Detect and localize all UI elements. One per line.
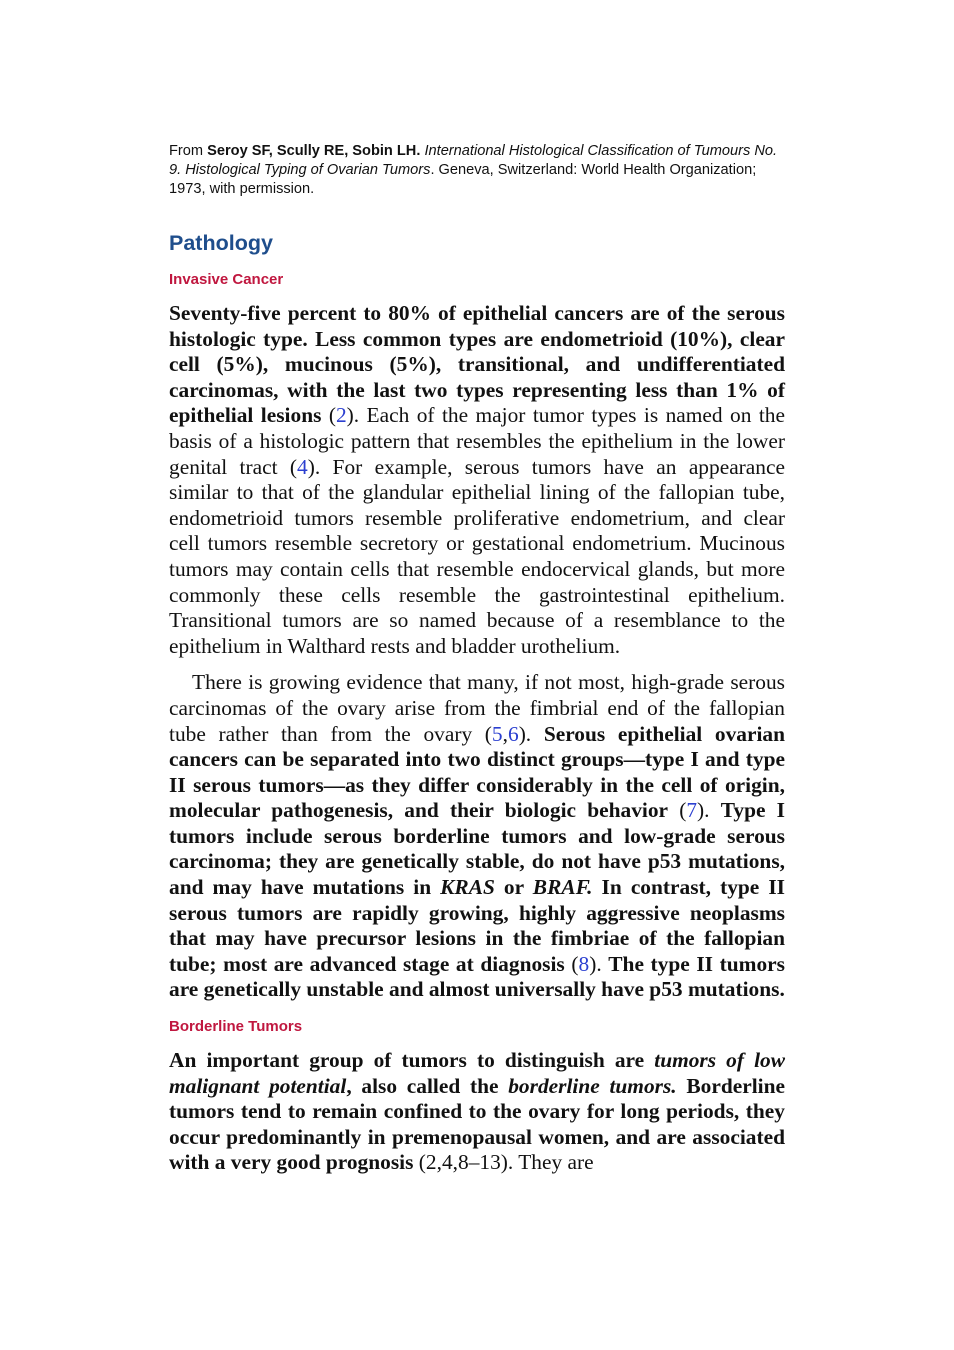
subsection-title-borderline-tumors: Borderline Tumors [169,1018,303,1036]
p3-bold-2: , also called the [346,1073,509,1098]
p3-tail: (2,4,8–13). They are [413,1150,594,1175]
p3-bold-3: Borderline tumors tend to remain confined to the ovary for long periods, they occur predominantly in premenopausal women, and are associated with a very good prognosis [169,1073,785,1175]
p2-bold-or: or [494,875,533,900]
paragraph-serous-types [169,670,785,1003]
p2-comma: , [502,721,508,746]
document-page [169,142,785,1176]
p1-text-c: ). For example, serous tumors have an appearance similar to that of the glandular epithelial lining of the fallopian tube, endometrioid tumors resemble proliferative endometrium, and clear cell tumors resemble secretory or gestational endometrium. Mucinous tumors may contain cells that resemble endocervical glands, but more commonly these cells resemble the gastrointestinal epithelium. Transitional tumors are so named because of a resemblance to the epithelium in Walthard rests and bladder urothelium. [169,454,785,658]
p2-text-d: ). [697,798,721,823]
reference-link-5[interactable]: 5 [491,721,503,746]
credit-from: From [169,143,204,159]
paragraph-borderline-tumors [169,1048,785,1176]
p2-bold-1: Serous epithelial ovarian cancers can be separated into two distinct groups—type I and type II serous tumors—as they differ considerably in the cell of origin, molecular pathogenesis, and their biologic behavior [169,721,785,823]
reference-link-6[interactable]: 6 [507,721,519,746]
p3-term-low-malignant: tumors of low malignant potential [169,1048,785,1098]
p1-bold-text: Seventy-five percent to 80% of epithelial cancers are of the serous histologic type. Less common types are endometrioid (10%), clear cell (5%), mucinous (5%), transitional, and undifferentiated carcinomas, with the last two types representing less than 1% of epithelial lesions [169,301,785,428]
p2-text-f: ). [589,951,609,976]
reference-link-8[interactable]: 8 [578,951,590,976]
gene-kras: KRAS [440,875,495,900]
reference-link-4[interactable]: 4 [297,454,308,479]
p2-text-e: ( [564,951,579,976]
p2-text-b: ). [518,721,544,746]
p1-text-a: ( [321,403,336,428]
credit-source-title: International Histological Classification of Tumours No. 9. Histological Typing of Ovarian Tumors [169,143,778,178]
credit-authors: Seroy SF, Scully RE, Sobin LH. [207,143,421,159]
credit-publisher: . Geneva, Switzerland: World Health Organization; 1973, with permission. [169,162,757,197]
p2-bold-2: Type I tumors include serous borderline tumors and low-grade serous carcinoma; they are genetically stable, do not have p53 mutations, and may have mutations in [169,798,785,900]
reference-link-2[interactable]: 2 [335,403,347,428]
table-credit-note [169,142,785,199]
p1-text-b: ). Each of the major tumor types is named on the basis of a histologic pattern that resembles the epithelium in the lower genital tract ( [169,403,785,479]
p3-bold-1: An important group of tumors to distinguish are [169,1048,655,1073]
reference-link-7[interactable]: 7 [686,798,698,823]
p2-text-c: ( [668,798,687,823]
p3-term-borderline: borderline tumors. [508,1073,677,1098]
p2-text-a: There is growing evidence that many, if not most, high-grade serous carcinomas of the ovary arise from the fimbrial end of the fallopian tube rather than from the ovary ( [169,670,785,746]
p2-bold-3: In contrast, type II serous tumors are rapidly growing, highly aggressive neoplasms that may have precursor lesions in the fimbriae of the fallopian tube; most are advanced stage at diagnosis [169,875,785,976]
subsection-title-invasive-cancer: Invasive Cancer [169,271,284,288]
paragraph-invasive-cancer [169,301,785,659]
p2-bold-4: The type II tumors are genetically unstable and almost universally have p53 mutations. [169,951,785,1002]
section-title: Pathology [169,231,273,255]
gene-braf: BRAF. [532,875,593,900]
